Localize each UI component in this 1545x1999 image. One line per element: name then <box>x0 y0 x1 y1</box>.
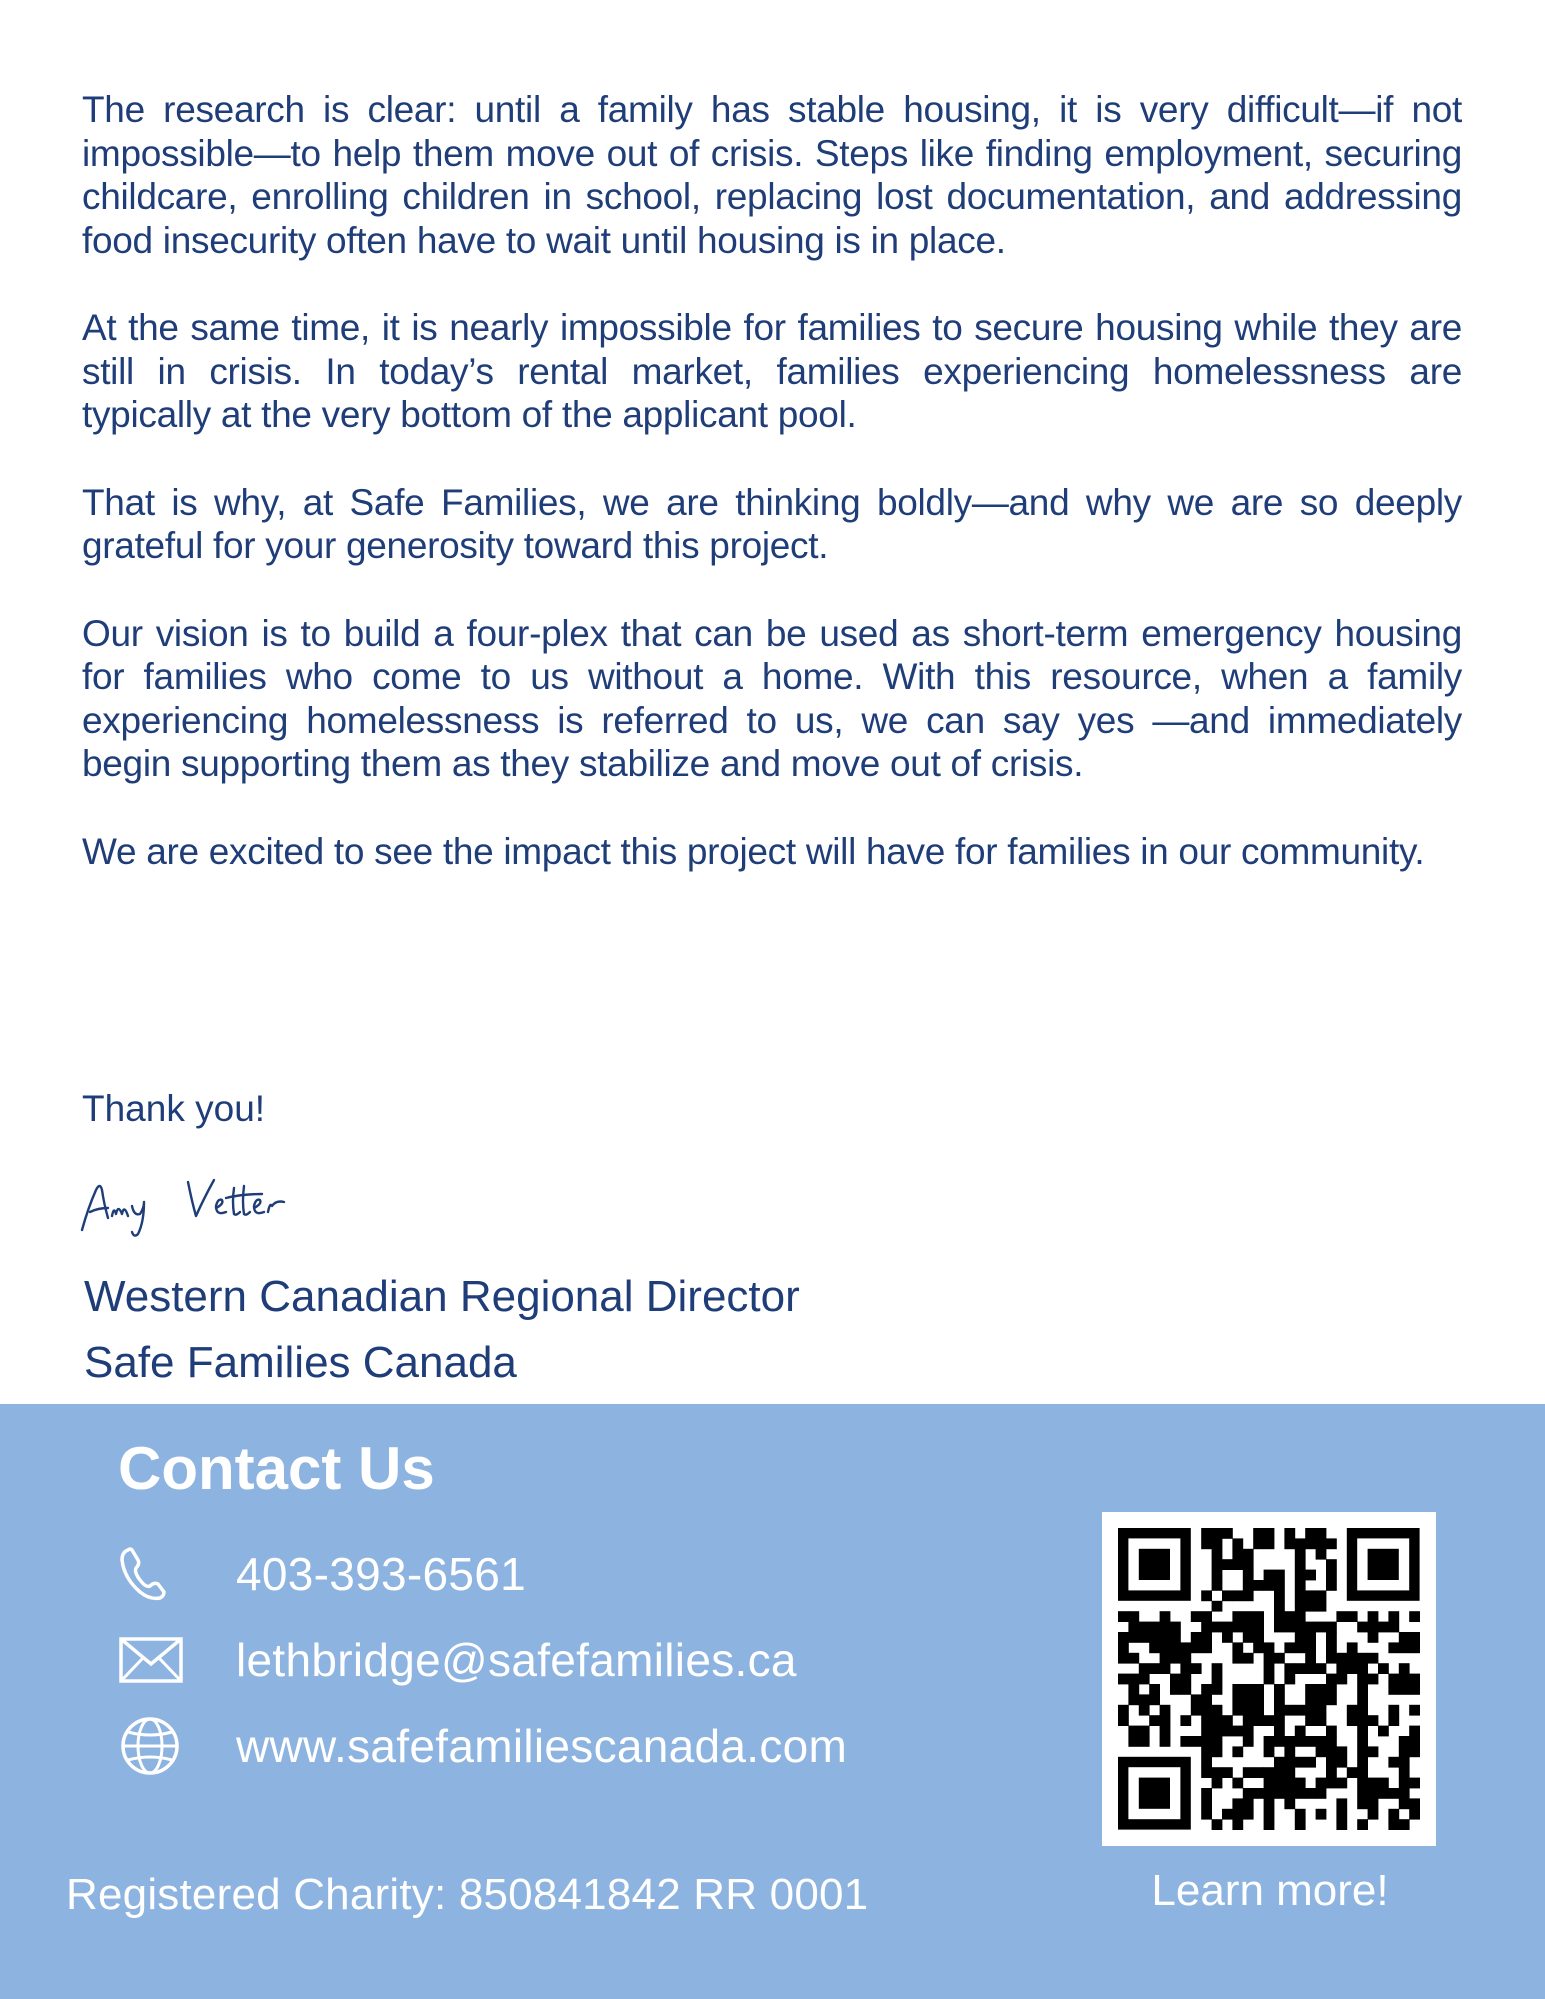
phone-row <box>118 1544 526 1604</box>
website-link[interactable]: www.safefamiliescanada.com <box>236 1720 848 1772</box>
letter-paragraph-4: Our vision is to build a four-plex that can be used as short-term emergency housing for families who come to us without a home. With this resource, when a family experiencing homelessness is referred to us, we can say yes —and immediately begin supporting them as they stabilize and move out of crisis. <box>82 612 1462 784</box>
charity-registration: Registered Charity: 850841842 RR 0001 <box>66 1870 869 1919</box>
letter-body <box>82 88 1462 917</box>
letter-paragraph-1: The research is clear: until a family has stable housing, it is very difficult—if not impossible—to help them move out of crisis. Steps like finding employment, securing childcare, enrolling children in school, replacing lost documentation, and addressing food insecurity often have to wait until housing is in place. <box>82 89 1462 261</box>
svg-text:Amy Vetter: Amy Vetter <box>78 1168 83 1169</box>
email-link[interactable]: lethbridge@safefamilies.ca <box>236 1634 797 1686</box>
qr-caption: Learn more! <box>1151 1866 1389 1915</box>
phone-icon <box>118 1544 184 1604</box>
globe-icon <box>118 1716 184 1776</box>
letter-paragraph-5: We are excited to see the impact this project will have for families in our community. <box>82 830 1425 872</box>
contact-section <box>0 1404 1545 1999</box>
handwritten-signature <box>78 1168 378 1238</box>
phone-number-link[interactable]: 403-393-6561 <box>236 1548 527 1600</box>
qr-code[interactable] <box>1102 1512 1436 1846</box>
signer-block <box>84 1264 800 1396</box>
signer-organization: Safe Families Canada <box>84 1338 517 1387</box>
letter-paragraph-2: At the same time, it is nearly impossible for families to secure housing while they are still in crisis. In today’s rental market, families experiencing homelessness are typically at the very bottom of the applicant pool. <box>82 307 1462 435</box>
email-row <box>118 1630 797 1690</box>
letter-paragraph-3: That is why, at Safe Families, we are thinking boldly—and why we are so deeply grateful for your generosity toward this project. <box>82 481 1462 566</box>
website-row <box>118 1716 847 1776</box>
closing-line: Thank you! <box>82 1088 266 1129</box>
contact-title: Contact Us <box>118 1435 435 1502</box>
signer-title: Western Canadian Regional Director <box>84 1272 800 1321</box>
qr-code-image <box>1102 1512 1436 1846</box>
envelope-icon <box>118 1630 184 1690</box>
